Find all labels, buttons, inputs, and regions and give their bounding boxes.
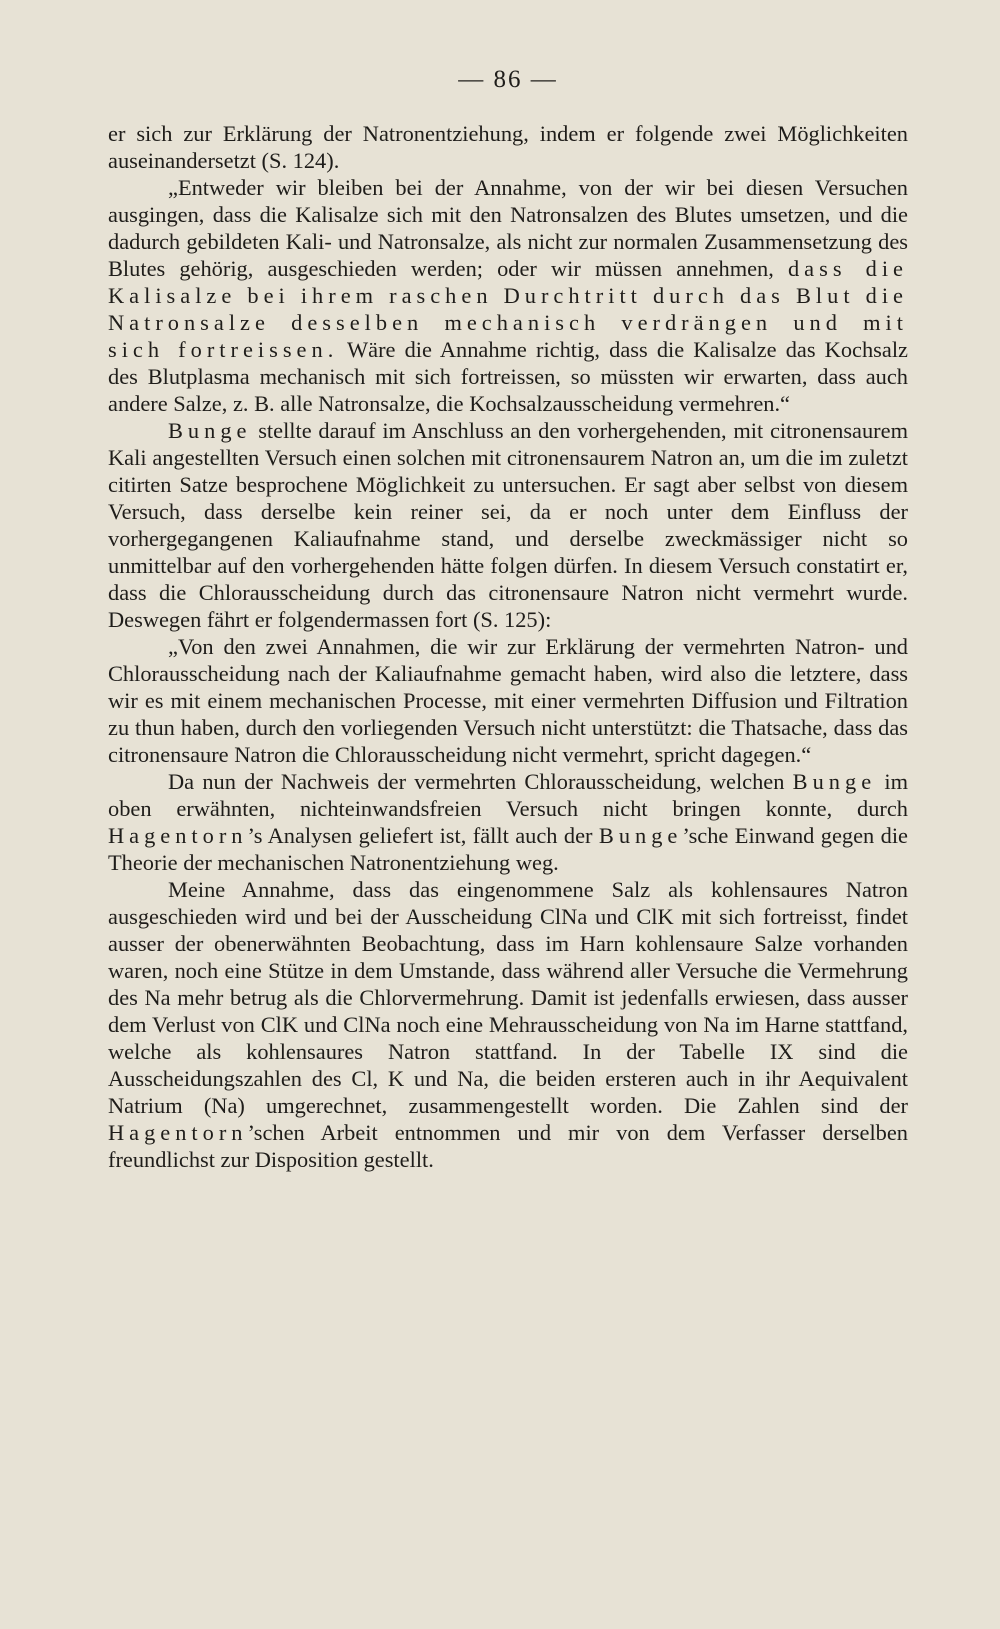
paragraph xyxy=(108,174,908,417)
paragraph-text: ’sche Einwand gegen die Theorie der mechanischen Natronentziehung weg. xyxy=(108,823,908,875)
paragraph-text: Da nun der Nachweis der vermehrten Chlorausscheidung, welchen xyxy=(168,769,793,794)
paragraph-text: im oben erwähnten, nichteinwandsfreien Versuch nicht bringen konnte, durch xyxy=(108,769,908,821)
page-number: — 86 — xyxy=(458,66,558,93)
paragraph-text: Meine Annahme, dass das eingenommene Salz als kohlensaures Natron ausgeschieden wird und bei der Ausscheidung ClNa und ClK mit sich fortreisst, findet ausser der obenerwähnten Beobachtung, dass im Harn kohlensaure Salze vorhanden waren, noch eine Stütze in dem Umstande, dass während aller Versuche die Vermehrung des Na mehr betrug als die Chlorvermehrung. Damit ist jedenfalls erwiesen, dass ausser dem Verlust von ClK und ClNa noch eine Mehrausscheidung von Na im Harne stattfand, welche als kohlensaures Natron stattfand. In der Tabelle IX sind die Ausscheidungszahlen des Cl, K und Na, die beiden ersteren auch in ihr Aequivalent Natrium (Na) umgerechnet, zusammengestellt worden. Die Zahlen sind der xyxy=(108,877,908,1118)
spaced-emphasis-text: Bunge xyxy=(792,769,877,794)
body-text xyxy=(108,120,908,1173)
paragraph-text: „Entweder wir bleiben bei der Annahme, von der wir bei diesen Versuchen ausgingen, dass die Kalisalze sich mit den Natronsalzen des Blutes umsetzen, und die dadurch gebildeten Kali- und Natronsalze, als nicht zur normalen Zusammensetzung des Blutes gehörig, ausgeschieden werden; oder wir müssen annehmen, xyxy=(108,175,908,281)
paragraph-text: stellte darauf im Anschluss an den vorhergehenden, mit citronensaurem Kali angestellten Versuch einen solchen mit citronensaurem Natron an, um die im zuletzt citirten Satze besprochene Möglichkeit zu untersuchen. Er sagt aber selbst von diesem Versuch, dass derselbe kein reiner sei, da er noch unter dem Einfluss der vorhergegangenen Kaliaufnahme stand, und derselbe zweckmässiger nicht so unmittelbar auf den vorhergehenden hätte folgen dürfen. In diesem Versuch constatirt er, dass die Chlorausscheidung durch das citronensaure Natron nicht vermehrt wurde. Deswegen fährt er folgendermassen fort (S. 125): xyxy=(108,418,908,632)
spaced-emphasis-text: Hagentorn xyxy=(108,1120,248,1145)
paragraph xyxy=(108,120,908,174)
spaced-emphasis-text: Hagentorn xyxy=(108,823,248,848)
paragraph xyxy=(108,633,908,768)
paragraph-text: er sich zur Erklärung der Natronentziehung, indem er folgende zwei Möglichkeiten auseinandersetzt (S. 124). xyxy=(108,121,908,173)
spaced-emphasis-text: Bunge xyxy=(168,418,252,443)
spaced-emphasis-text: dass die Kalisalze bei ihrem raschen Durchtritt durch das Blut die Natronsalze desselben mechanisch verdrängen und mit sich fortreissen. xyxy=(108,256,908,362)
paragraph-text: Wäre die Annahme richtig, dass die Kalisalze das Kochsalz des Blutplasma mechanisch mit sich fortreissen, so müssten wir erwarten, dass auch andere Salze, z. B. alle Natronsalze, die Kochsalzausscheidung vermehren.“ xyxy=(108,337,908,416)
paragraph-text: ’s Analysen geliefert ist, fällt auch der xyxy=(247,823,599,848)
paragraph xyxy=(108,417,908,633)
paragraph xyxy=(108,768,908,876)
spaced-emphasis-text: Bunge xyxy=(598,823,683,848)
paragraph xyxy=(108,876,908,1173)
paragraph-text: „Von den zwei Annahmen, die wir zur Erklärung der vermehrten Natron- und Chlorausscheidung nach der Kaliaufnahme gemacht haben, wird also die letztere, dass wir es mit einem mechanischen Processe, mit einer vermehrten Diffusion und Filtration zu thun haben, durch den vorliegenden Versuch nicht unterstützt: die Thatsache, dass das citronensaure Natron die Chlorausscheidung nicht vermehrt, spricht dagegen.“ xyxy=(108,634,908,767)
paragraph-text: ’schen Arbeit entnommen und mir von dem Verfasser derselben freundlichst zur Disposition gestellt. xyxy=(108,1120,908,1172)
